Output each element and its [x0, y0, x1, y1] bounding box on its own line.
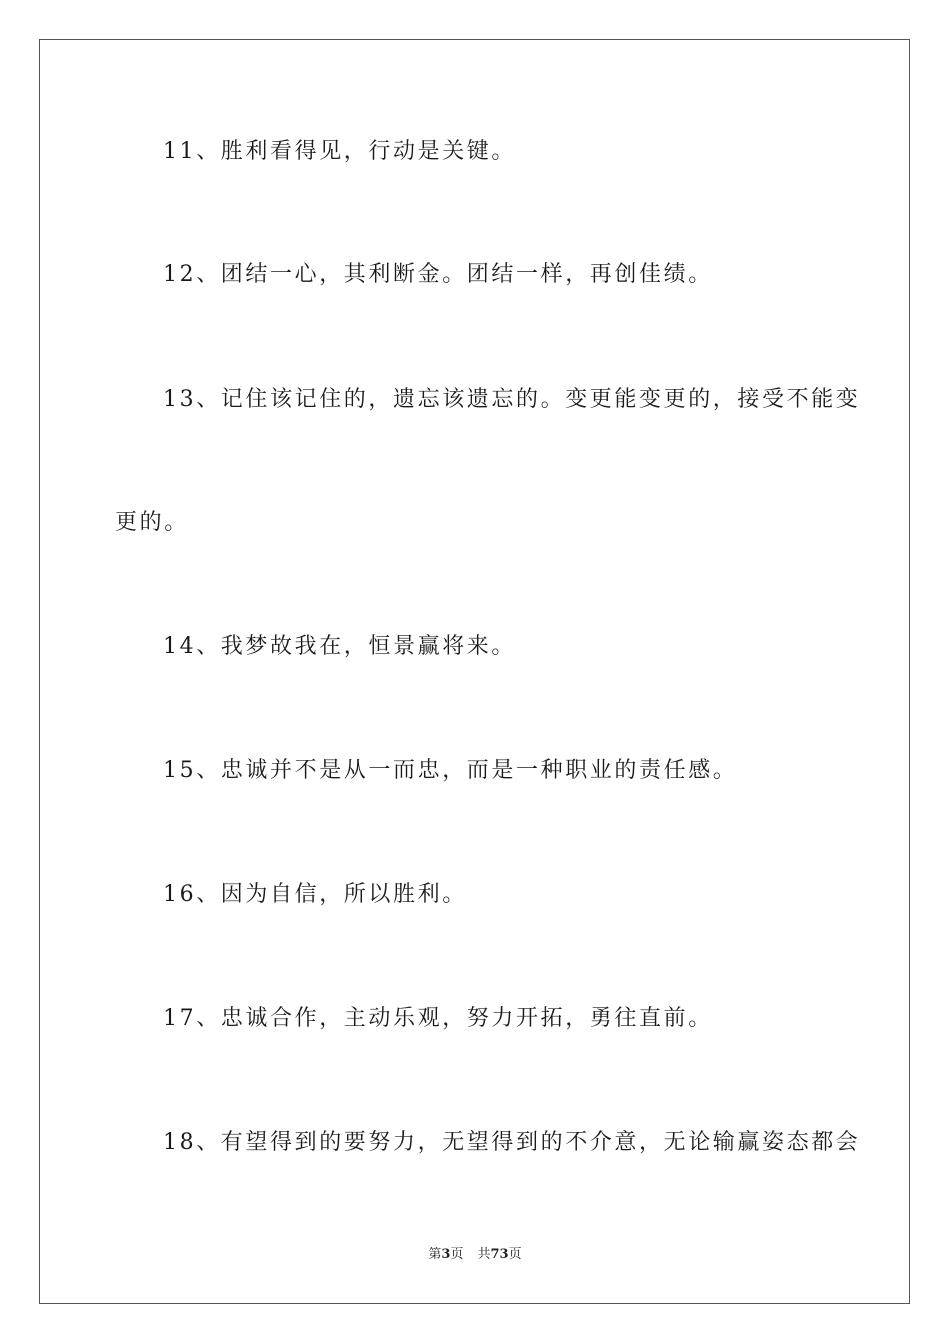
text-line-14: 14、我梦故我在，恒景赢将来。: [163, 634, 516, 659]
page-border: [39, 39, 910, 1304]
total-prefix: 共: [477, 1247, 491, 1262]
total-suffix: 页: [508, 1247, 522, 1262]
page-suffix: 页: [450, 1247, 464, 1262]
text-line-11: 11、胜利看得见，行动是关键。: [163, 139, 516, 164]
total-pages: 73: [490, 1247, 509, 1262]
text-line-16: 16、因为自信，所以胜利。: [163, 882, 467, 907]
text-line-13: 13、记住该记住的，遗忘该遗忘的。变更能变更的，接受不能变: [163, 387, 861, 412]
page-number: 3: [441, 1247, 451, 1262]
page-prefix: 第: [428, 1247, 442, 1262]
text-line-13-continued: 更的。: [115, 510, 189, 535]
text-line-18: 18、有望得到的要努力，无望得到的不介意，无论输赢姿态都会: [163, 1130, 861, 1155]
text-line-15: 15、忠诚并不是从一而忠，而是一种职业的责任感。: [163, 758, 738, 783]
text-line-17: 17、忠诚合作，主动乐观，努力开拓，勇往直前。: [163, 1006, 713, 1031]
text-line-12: 12、团结一心，其利断金。团结一样，再创佳绩。: [163, 262, 713, 287]
page-footer: [0, 1246, 950, 1264]
